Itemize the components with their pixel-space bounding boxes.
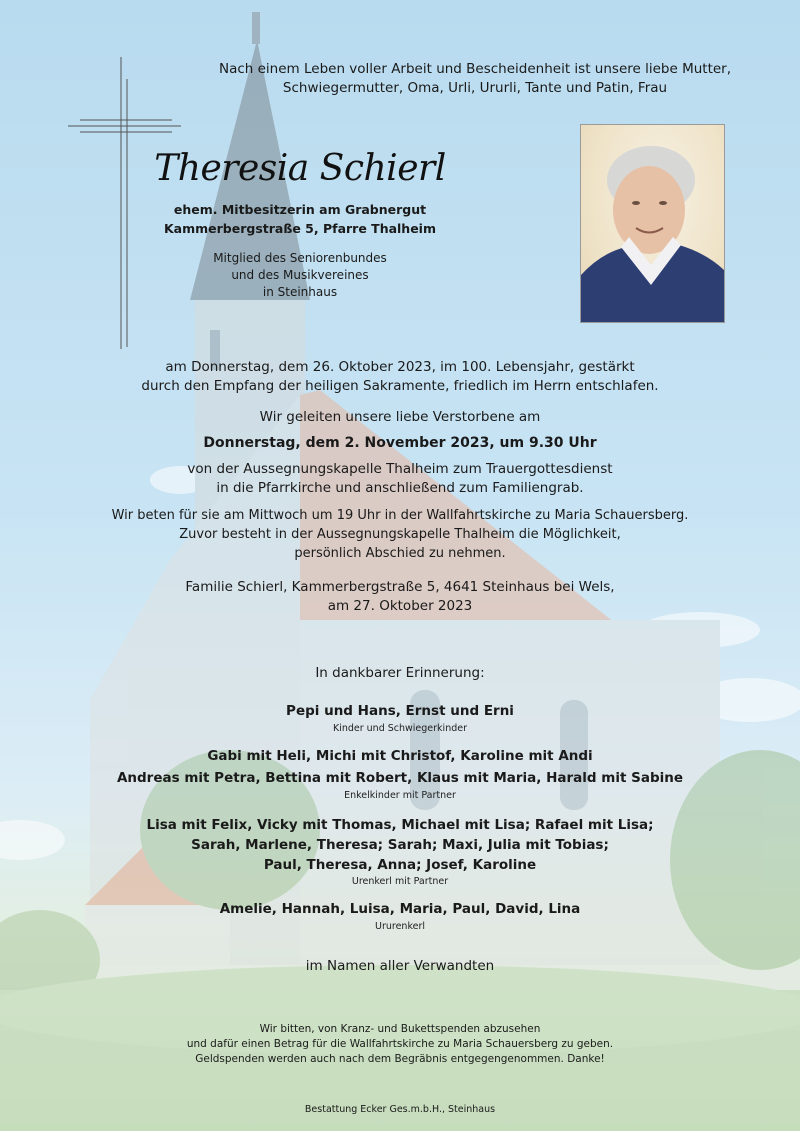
portrait-photo (580, 124, 725, 323)
escort-intro: Wir geleiten unsere liebe Verstorbene am (259, 409, 541, 425)
family-address-line: am 27. Oktober 2023 (327, 598, 473, 614)
donation-line: Geldspenden werden auch nach dem Begräbnis entgegengenommen. Danke! (195, 1053, 605, 1065)
intro-line: Nach einem Leben voller Arbeit und Bescheidenheit ist unsere liebe Mutter, (218, 61, 732, 77)
prayer-line: Wir beten für sie am Mittwoch um 19 Uhr in der Wallfahrtskirche zu Maria Schauersberg. (111, 508, 689, 523)
death-notice-line: am Donnerstag, dem 26. Oktober 2023, im 100. Lebensjahr, gestärkt (165, 359, 635, 375)
funeral-route-line: von der Aussegnungskapelle Thalheim zum Trauergottesdienst (187, 461, 613, 477)
relation-label: Kinder und Schwiegerkinder (332, 723, 468, 734)
family-address (0, 578, 800, 616)
prayer-line: persönlich Abschied zu nehmen. (294, 546, 506, 561)
donation-line: Wir bitten, von Kranz- und Bukettspenden abzusehen (259, 1023, 541, 1035)
funeral-route-line: in die Pfarrkirche und anschließend zum Familiengrab. (216, 480, 584, 496)
membership-line: und des Musikvereines (231, 268, 369, 282)
subtitle-line: Kammerbergstraße 5, Pfarre Thalheim (163, 221, 436, 236)
mourner-line: Lisa mit Felix, Vicky mit Thomas, Michael mit Lisa; Rafael mit Lisa; (146, 817, 654, 833)
mourners-grandchildren (0, 747, 800, 788)
membership-line: in Steinhaus (262, 285, 338, 299)
prayer-info (0, 506, 800, 563)
donation-note (0, 1022, 800, 1067)
family-address-line: Familie Schierl, Kammerbergstraße 5, 4641 Steinhaus bei Wels, (185, 579, 615, 595)
mourners-great-great-grandchildren: Amelie, Hannah, Luisa, Maria, Paul, David, Lina (219, 901, 581, 917)
death-notice-line: durch den Empfang der heiligen Sakramente, friedlich im Herrn entschlafen. (141, 378, 659, 394)
mourner-line: Andreas mit Petra, Bettina mit Robert, Klaus mit Maria, Harald mit Sabine (116, 770, 684, 786)
relation-label: Ururenkerl (375, 921, 425, 932)
donation-line: und dafür einen Betrag für die Wallfahrtskirche zu Maria Schauersberg zu geben. (186, 1038, 614, 1050)
prayer-line: Zuvor besteht in der Aussegnungskapelle Thalheim die Möglichkeit, (179, 527, 621, 542)
mourner-line: Gabi mit Heli, Michi mit Christof, Karoline mit Andi (207, 748, 593, 764)
remembrance-heading: In dankbarer Erinnerung: (315, 665, 485, 681)
relation-label: Enkelkinder mit Partner (344, 790, 456, 801)
subtitle-line: ehem. Mitbesitzerin am Grabnergut (173, 202, 427, 217)
funeral-route (0, 460, 800, 498)
intro-text (75, 60, 800, 98)
closing-line: im Namen aller Verwandten (305, 958, 495, 974)
funeral-date: Donnerstag, dem 2. November 2023, um 9.30 Uhr (203, 435, 597, 451)
death-notice (0, 358, 800, 396)
mourner-line: Paul, Theresa, Anna; Josef, Karoline (263, 857, 537, 873)
undertaker: Bestattung Ecker Ges.m.b.H., Steinhaus (304, 1104, 496, 1115)
intro-line: Schwiegermutter, Oma, Urli, Ururli, Tante und Patin, Frau (282, 80, 668, 96)
relation-label: Urenkerl mit Partner (351, 876, 449, 887)
mourners-great-grandchildren (0, 815, 800, 875)
mourner-line: Sarah, Marlene, Theresa; Sarah; Maxi, Julia mit Tobias; (191, 837, 609, 853)
membership-line: Mitglied des Seniorenbundes (213, 251, 387, 265)
deceased-name: Theresia Schierl (154, 148, 446, 189)
mourners-children: Pepi und Hans, Ernst und Erni (286, 703, 514, 719)
